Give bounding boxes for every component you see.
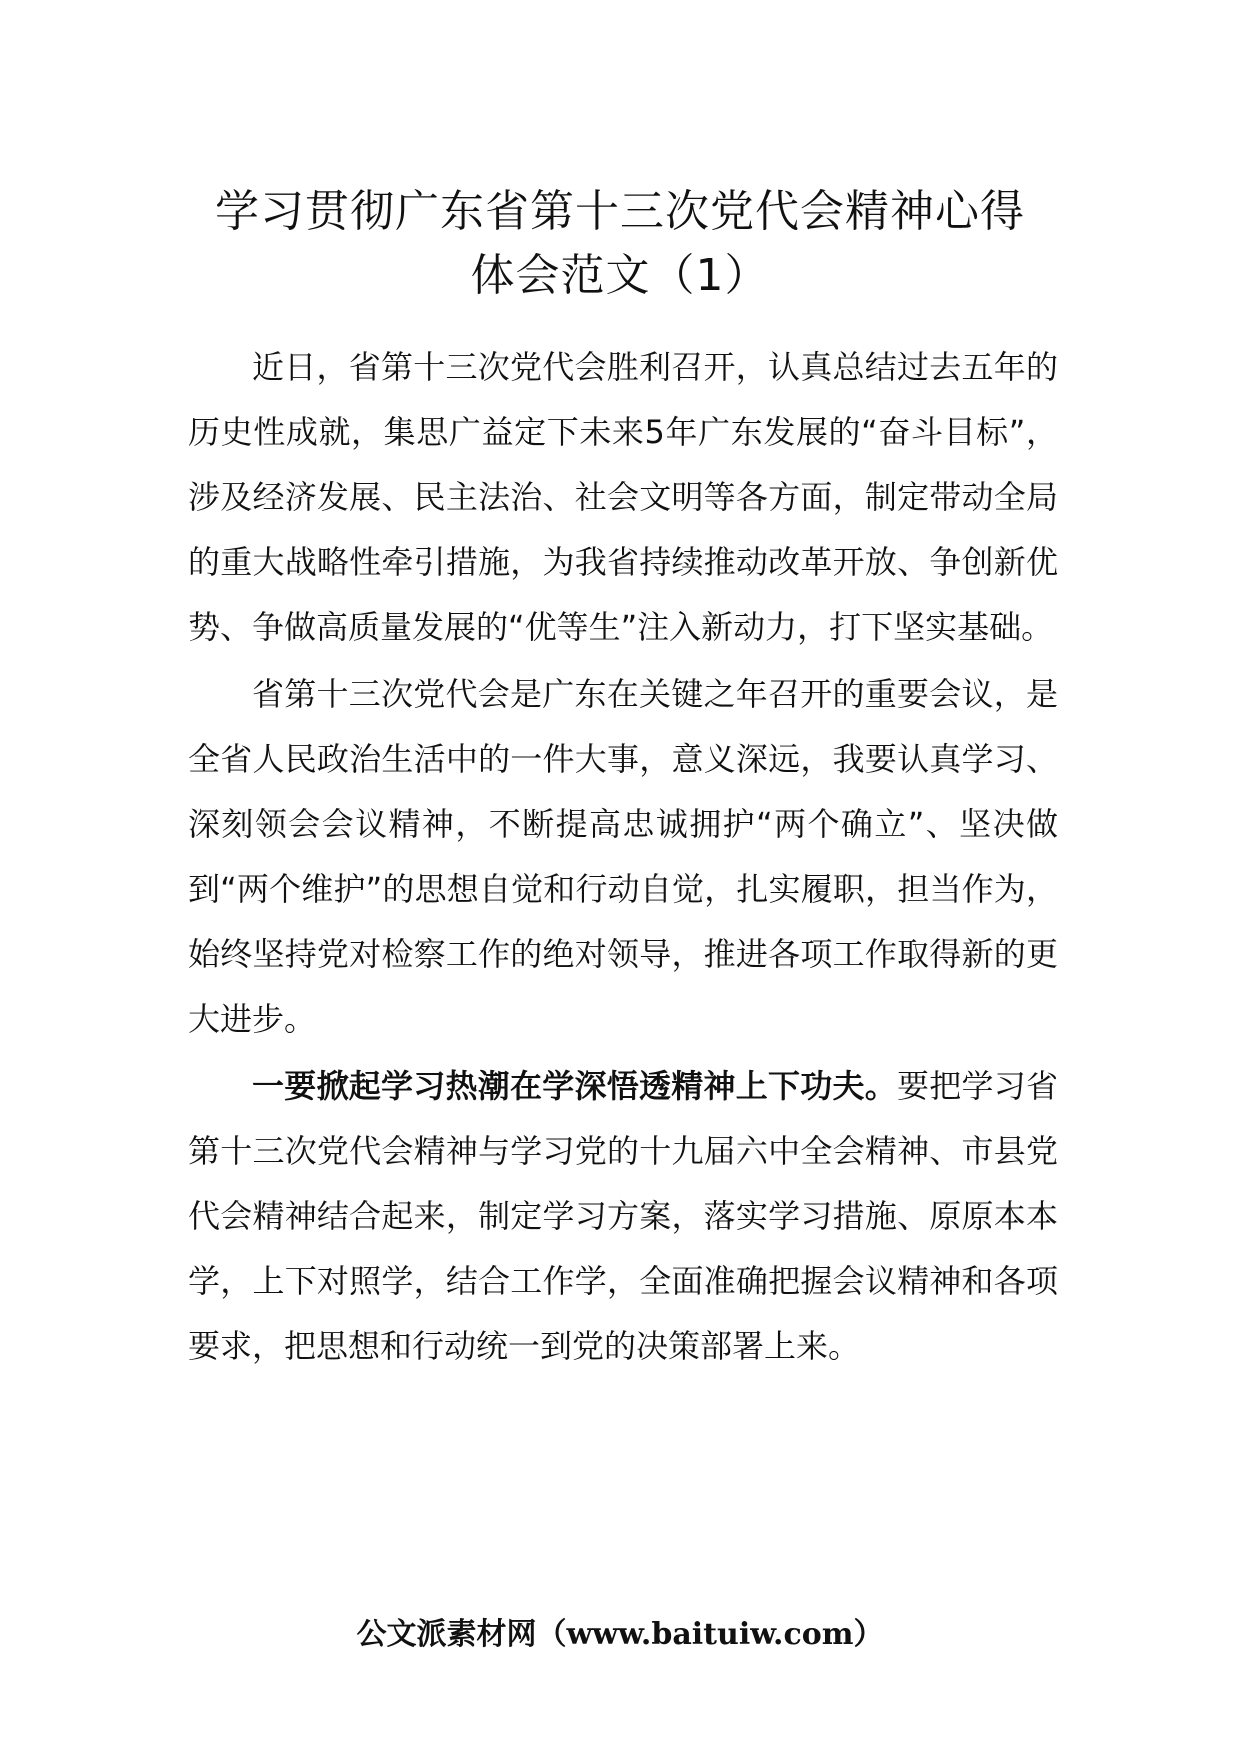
paragraph-2 <box>188 662 1058 1052</box>
title-line-1: 学习贯彻广东省第十三次党代会精神心得 <box>215 186 1025 237</box>
paragraph-lead: 一要掀起学习热潮在学深悟透精神上下功夫。 <box>252 1067 897 1105</box>
paragraph-text: 近日，省第十三次党代会胜利召开，认真总结过去五年的历史性成就，集思广益定下未来5年广东发展的“奋斗目标”，涉及经济发展、民主法治、社会文明等各方面，制定带动全局的重大战略性牵引措施，为我省持续推动改革开放、争创新优势、争做高质量发展的“优等生”注入新动力，打下坚实基础。 <box>188 348 1058 646</box>
document-body <box>188 335 1058 1379</box>
title-line-2: 体会范文（1） <box>470 250 770 301</box>
paragraph-1 <box>188 335 1058 660</box>
paragraph-3 <box>188 1054 1058 1379</box>
document-title <box>160 180 1080 308</box>
paragraph-text: 要把学习省第十三次党代会精神与学习党的十九届六中全会精神、市县党代会精神结合起来，制定学习方案，落实学习措施、原原本本学，上下对照学，结合工作学，全面准确把握会议精神和各项要求，把思想和行动统一到党的决策部署上来。 <box>188 1067 1058 1365</box>
source-footer: 公文派素材网（www.baituiw.com） <box>356 1617 884 1652</box>
paragraph-text: 省第十三次党代会是广东在关键之年召开的重要会议，是全省人民政治生活中的一件大事，意义深远，我要认真学习、深刻领会会议精神，不断提高忠诚拥护“两个确立”、坚决做到“两个维护”的思想自觉和行动自觉，扎实履职，担当作为，始终坚持党对检察工作的绝对领导，推进各项工作取得新的更大进步。 <box>188 675 1058 1038</box>
